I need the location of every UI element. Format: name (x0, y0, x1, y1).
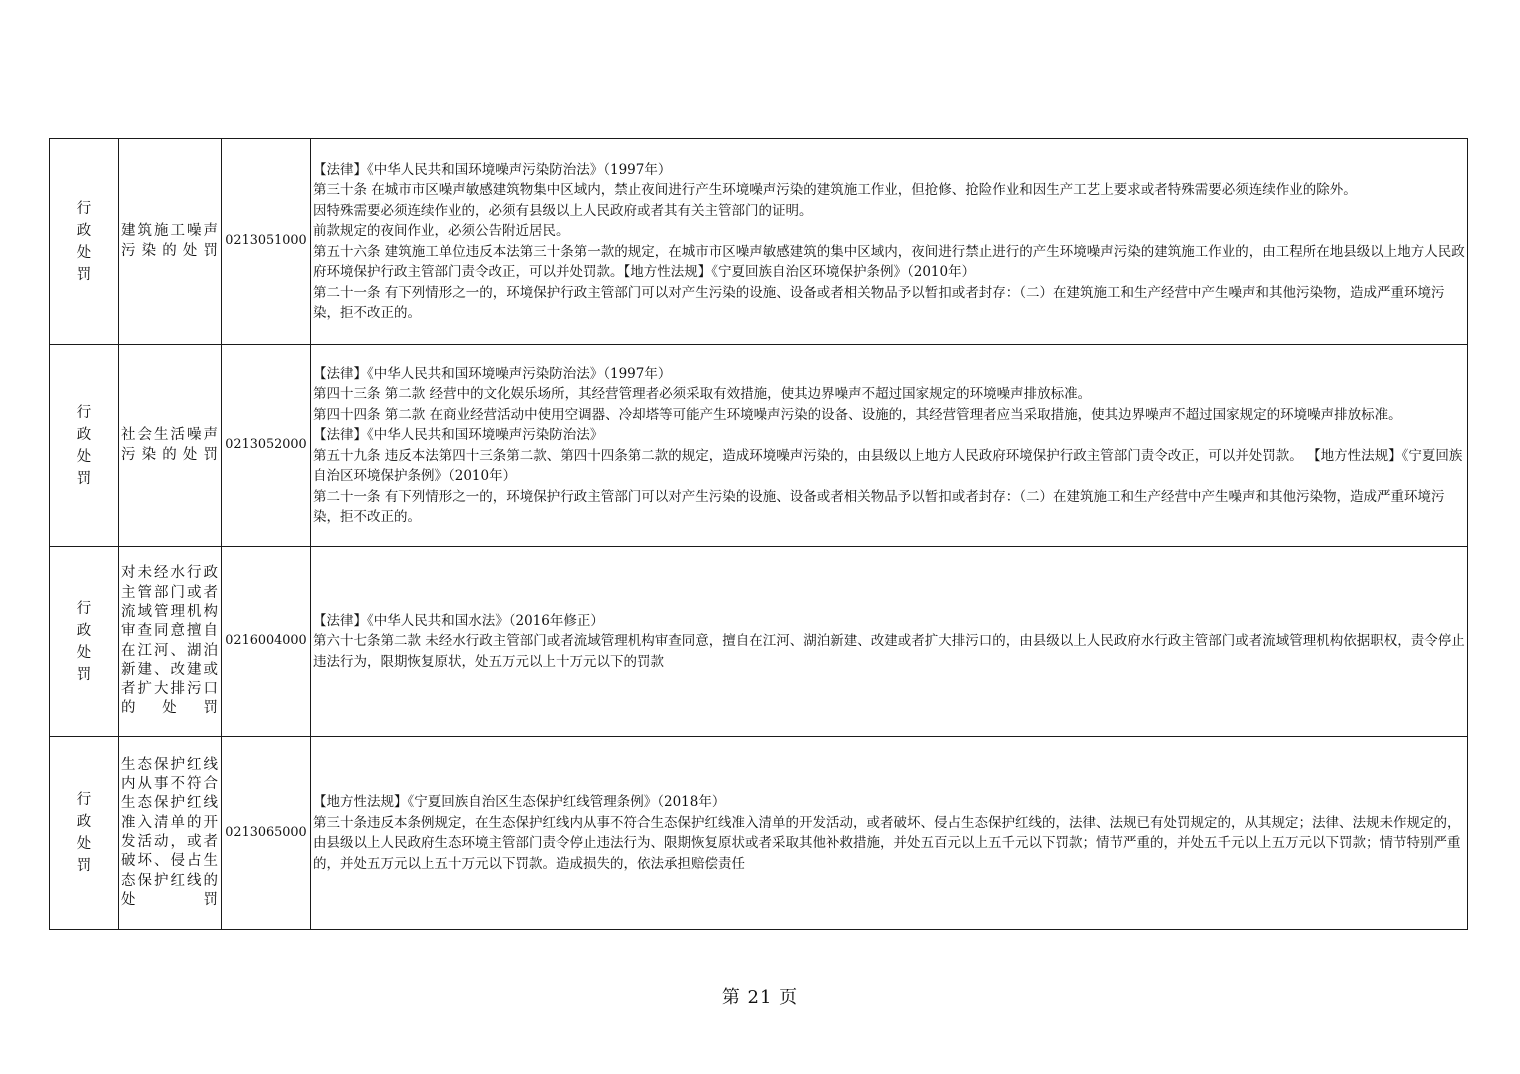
legal-basis-cell (311, 737, 1468, 930)
legal-basis-paragraph: 第四十三条 第二款 经营中的文化娱乐场所，其经营管理者必须采取有效措施，使其边界噪声不超过国家规定的环境噪声排放标准。 (313, 386, 1092, 402)
legal-basis-paragraph: 【地方性法规】《宁夏回族自治区生态保护红线管理条例》（2018年） (313, 794, 726, 810)
penalty-type-cell (50, 737, 119, 930)
item-name: 对未经水行政主管部门或者流域管理机构审查同意擅自在江河、湖泊新建、改建或者扩大排污口的处罚 (121, 565, 219, 717)
legal-basis-paragraph: 第四十四条 第二款 在商业经营活动中使用空调器、冷却塔等可能产生环境噪声污染的设备、设施的，其经营管理者应当采取措施，使其边界噪声不超过国家规定的环境噪声排放标准。 (313, 406, 1402, 423)
item-code-cell (222, 139, 311, 345)
item-code: 0216004000 (225, 633, 307, 649)
item-code: 0213052000 (225, 437, 307, 453)
legal-basis-paragraph: 第二十一条 有下列情形之一的，环境保护行政主管部门可以对产生污染的设施、设备或者相关物品予以暂扣或者封存：（二）在建筑施工和生产经营中产生噪声和其他污染物，造成严重环境污染，拒不改正的。 (313, 488, 1445, 525)
table-row (50, 345, 1468, 547)
table-row (50, 547, 1468, 737)
penalty-type-cell (50, 139, 119, 345)
item-name: 建筑施工噪声污染的处罚 (121, 223, 219, 259)
legal-basis-cell (311, 547, 1468, 737)
legal-basis-paragraph: 【法律】《中华人民共和国水法》（2016年修正） (313, 612, 604, 629)
item-name-cell (119, 139, 222, 345)
item-name: 社会生活噪声污染的处罚 (121, 427, 219, 463)
legal-basis-paragraph: 【法律】《中华人民共和国环境噪声污染防治法》 (313, 427, 604, 443)
penalty-type: 行政处罚 (76, 404, 92, 487)
page-number: 第 21 页 (721, 987, 799, 1008)
legal-basis-paragraph: 第二十一条 有下列情形之一的，环境保护行政主管部门可以对产生污染的设施、设备或者相关物品予以暂扣或者封存：（二）在建筑施工和生产经营中产生噪声和其他污染物，造成严重环境污染，拒不改正的。 (313, 284, 1445, 321)
penalty-type: 行政处罚 (76, 200, 92, 283)
legal-basis-paragraph: 第三十条违反本条例规定，在生态保护红线内从事不符合生态保护红线准入清单的开发活动，或者破坏、侵占生态保护红线的，法律、法规已有处罚规定的，从其规定；法律、法规未作规定的，由县级以上人民政府生态环境主管部门责令停止违法行为、限期恢复原状或者采取其他补救措施，并处五百元以上五千元以下罚款；情节严重的，并处五千元以上五万元以下罚款；情节特别严重的，并处五万元以上五十万元以下罚款。造成损失的，依法承担赔偿责任 (313, 814, 1461, 872)
penalty-table (49, 138, 1468, 930)
item-name-cell (119, 345, 222, 547)
item-name: 生态保护红线内从事不符合生态保护红线准入清单的开发活动，或者破坏、侵占生态保护红线的处罚 (121, 756, 219, 908)
legal-basis-paragraph: 第六十七条第二款 未经水行政主管部门或者流域管理机构审查同意，擅自在江河、湖泊新建、改建或者扩大排污口的，由县级以上人民政府水行政主管部门或者流域管理机构依据职权，责令停止违法行为，限期恢复原状，处五万元以上十万元以下的罚款 (313, 633, 1465, 670)
item-name-cell (119, 547, 222, 737)
item-code-cell (222, 547, 311, 737)
penalty-type: 行政处罚 (76, 792, 92, 874)
legal-basis-paragraph: 第五十九条 违反本法第四十三条第二款、第四十四条第二款的规定，造成环境噪声污染的，由县级以上地方人民政府环境保护行政主管部门责令改正，可以并处罚款。 【地方性法规】《宁夏回族自治区环境保护条例》（2010年） (313, 447, 1463, 484)
legal-basis-paragraph: 【法律】《中华人民共和国环境噪声污染防治法》（1997年） (313, 161, 672, 178)
item-code: 0213065000 (225, 824, 307, 840)
legal-basis-paragraph: 【法律】《中华人民共和国环境噪声污染防治法》（1997年） (313, 365, 672, 382)
legal-basis-paragraph: 前款规定的夜间作业，必须公告附近居民。 (313, 223, 570, 239)
legal-basis-cell (311, 345, 1468, 547)
table-row (50, 737, 1468, 930)
item-code-cell (222, 345, 311, 547)
legal-basis-paragraph: 因特殊需要必须连续作业的，必须有县级以上人民政府或者其有关主管部门的证明。 (313, 202, 813, 219)
legal-basis-paragraph: 第三十条 在城市市区噪声敏感建筑物集中区域内，禁止夜间进行产生环境噪声污染的建筑施工作业，但抢修、抢险作业和因生产工艺上要求或者特殊需要必须连续作业的除外。 (313, 182, 1357, 198)
penalty-type-cell (50, 547, 119, 737)
legal-basis-cell (311, 139, 1468, 345)
table-row (50, 139, 1468, 345)
item-code: 0213051000 (225, 233, 307, 249)
penalty-type: 行政处罚 (76, 600, 92, 683)
item-name-cell (119, 737, 222, 930)
item-code-cell (222, 737, 311, 930)
legal-basis-paragraph: 第五十六条 建筑施工单位违反本法第三十条第一款的规定，在城市市区噪声敏感建筑的集中区域内，夜间进行禁止进行的产生环境噪声污染的建筑施工作业的，由工程所在地县级以上地方人民政府环境保护行政主管部门责令改正，可以并处罚款。【地方性法规】《宁夏回族自治区环境保护条例》（2010年） (313, 243, 1465, 280)
penalty-type-cell (50, 345, 119, 547)
